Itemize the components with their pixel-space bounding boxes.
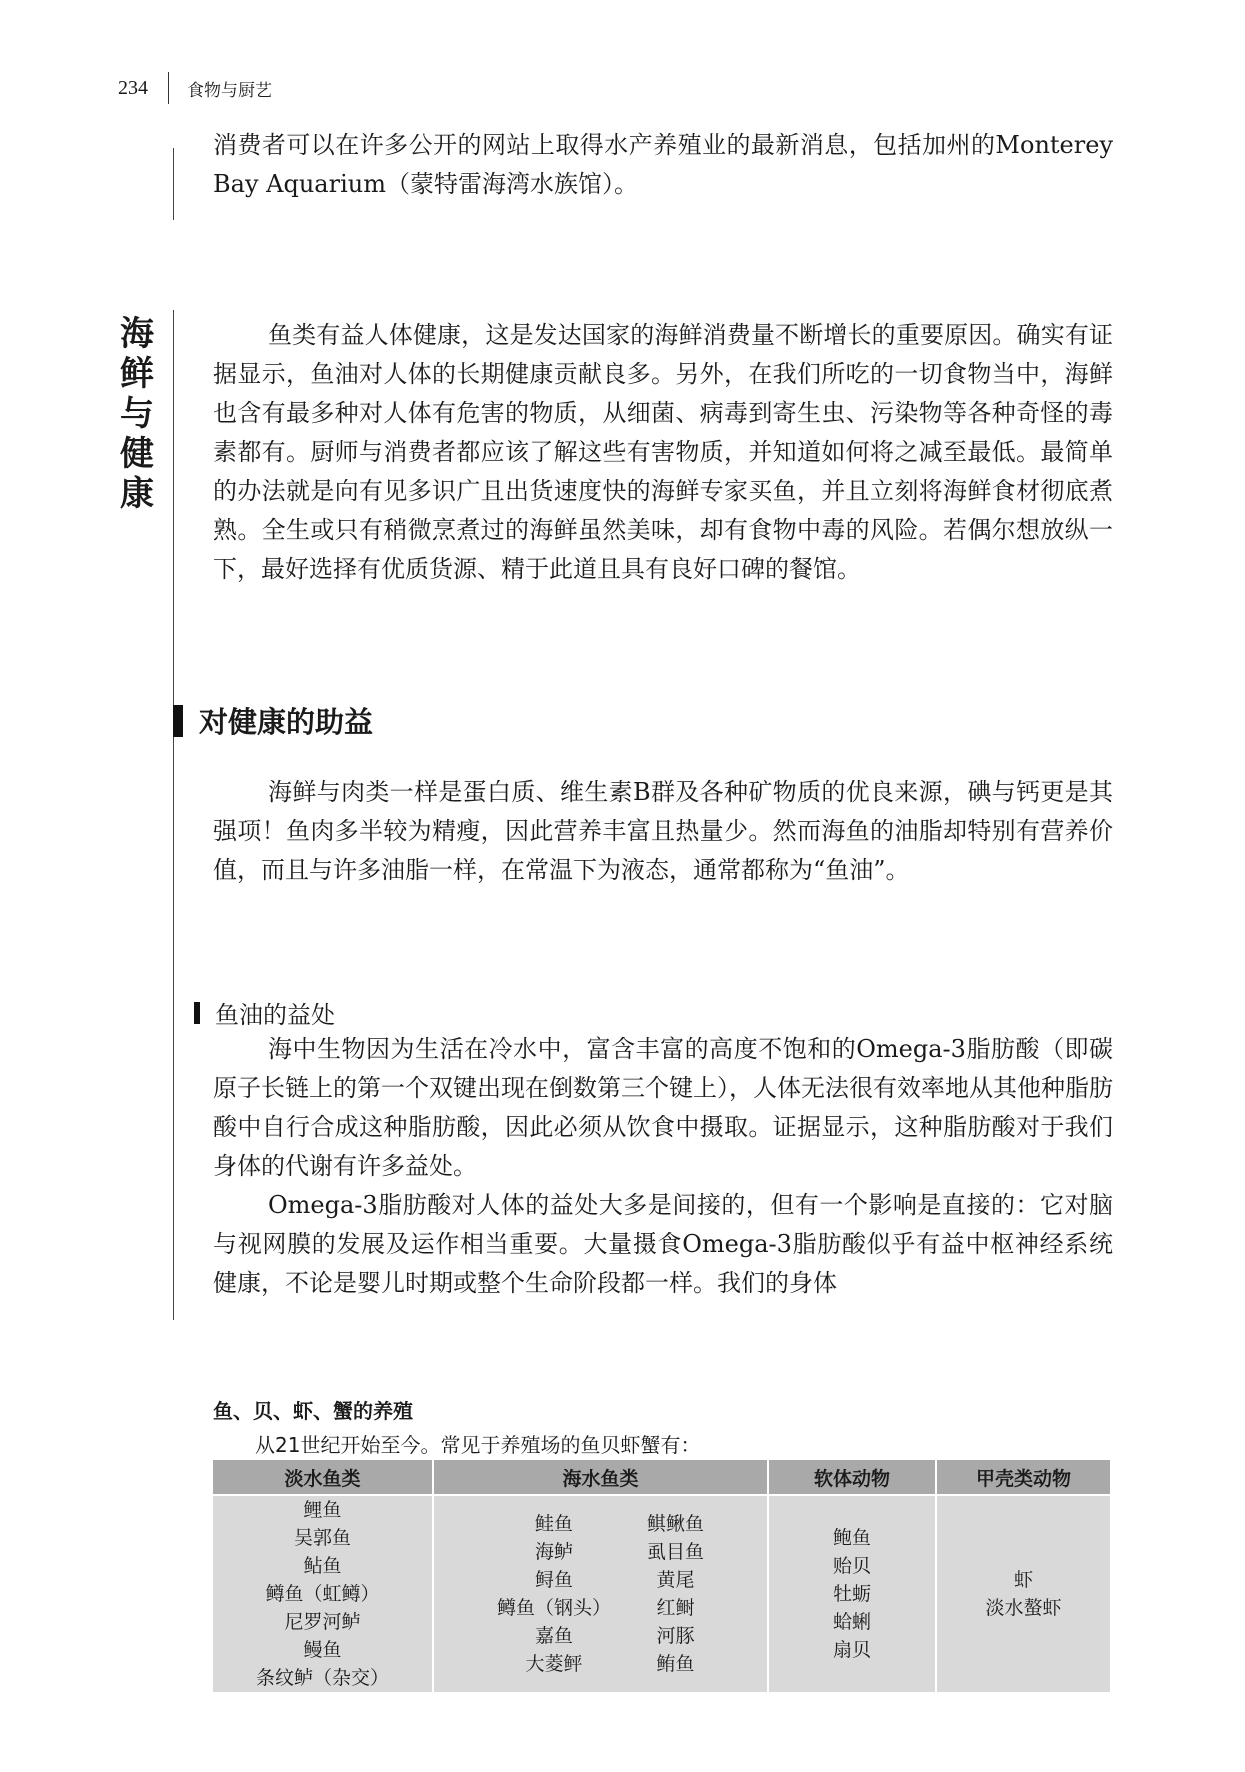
header-mollusks: 软体动物 [768,1460,936,1495]
fish-oil-heading [194,995,335,1030]
section-title-char: 与 [120,394,154,434]
saltwater-right-column [647,1510,704,1678]
header-freshwater: 淡水鱼类 [213,1460,433,1495]
list-item: 鳟鱼（虹鳟） [265,1583,380,1605]
list-item: 条纹鲈（杂交） [255,1667,389,1689]
section-side-title [117,314,157,514]
list-item: 贻贝 [832,1555,871,1577]
list-item: 黄尾 [656,1569,695,1591]
saltwater-columns [434,1510,767,1678]
margin-rule-main [173,310,174,1320]
list-item: 鲍鱼 [832,1527,871,1549]
list-item: 鲇鱼 [303,1555,342,1577]
section-paragraph: 鱼类有益人体健康，这是发达国家的海鲜消费量不断增长的重要原因。确实有证据显示，鱼油对人体的长期健康贡献良多。另外，在我们所吃的一切食物当中，海鲜也含有最多种对人体有危害的物质，从细菌、病毒到寄生虫、污染物等各种奇怪的毒素都有。厨师与消费者都应该了解这些有害物质，并知道如何将之减至最低。最简单的办法就是向有见多识广且出货速度快的海鲜专家买鱼，并且立刻将海鲜食材彻底煮熟。全生或只有稍微烹煮过的海鲜虽然美味，却有食物中毒的风险。若偶尔想放纵一下，最好选择有优质货源、精于此道且具有良好口碑的餐馆。 [213,321,1113,583]
table-row [213,1495,1110,1692]
fish-oil-paragraph-1: 海中生物因为生活在冷水中，富含丰富的高度不饱和的Omega-3脂肪酸（即碳原子长链上的第一个双键出现在倒数第三个键上），人体无法很有效率地从其他种脂肪酸中自行合成这种脂肪酸，因此必须从饮食中摄取。证据显示，这种脂肪酸对于我们身体的代谢有许多益处。 [213,1035,1113,1180]
header-divider [168,72,169,104]
list-item: 鲤鱼 [303,1499,342,1521]
saltwater-cell [433,1495,768,1692]
header-crustaceans: 甲壳类动物 [936,1460,1110,1495]
section-title-char: 海 [120,314,154,354]
intro-paragraph: 消费者可以在许多公开的网站上取得水产养殖业的最新消息，包括加州的Monterey Bay Aquarium（蒙特雷海湾水族馆）。 [213,131,1113,198]
subsection-title: 对健康的助益 [199,705,374,739]
subsection-heading [173,700,373,741]
heading-bar [194,1002,200,1024]
list-item: 鲑鱼 [534,1513,573,1535]
section-title-char: 鲜 [120,354,154,394]
aquaculture-subtitle: 从21世纪开始至今。常见于养殖场的鱼贝虾蟹有： [255,1433,701,1457]
section-title-char: 健 [120,434,154,474]
aquaculture-table [213,1460,1110,1692]
subsection-paragraph: 海鲜与肉类一样是蛋白质、维生素B群及各种矿物质的优良来源，碘与钙更是其强项！鱼肉多半较为精瘦，因此营养丰富且热量少。然而海鱼的油脂却特别有营养价值，而且与许多油脂一样，在常温下为液态，通常都称为“鱼油”。 [213,778,1113,884]
list-item: 尼罗河鲈 [284,1611,361,1633]
list-item: 嘉鱼 [534,1625,573,1647]
aquaculture-title: 鱼、贝、虾、蟹的养殖 [213,1399,413,1423]
list-item: 牡蛎 [832,1583,871,1605]
list-item: 鲯鳅鱼 [647,1513,705,1535]
running-title: 食物与厨艺 [187,80,272,101]
list-item: 鳟鱼（钢头） [496,1597,611,1619]
intro-block [213,126,1113,204]
header-saltwater: 海水鱼类 [433,1460,768,1495]
list-item: 鲔鱼 [656,1653,695,1675]
page-header [118,70,272,106]
list-item: 虱目鱼 [647,1541,705,1563]
subsection-body [213,773,1113,890]
list-item: 扇贝 [832,1639,871,1661]
section-body [213,316,1113,589]
margin-rule-top [173,148,174,220]
freshwater-cell [213,1495,433,1692]
list-item: 红鲥 [656,1597,695,1619]
list-item: 吴郭鱼 [293,1527,351,1549]
heading-bar [173,705,183,737]
saltwater-left-column [497,1510,611,1678]
fish-oil-paragraph-2: Omega-3脂肪酸对人体的益处大多是间接的，但有一个影响是直接的：它对脑与视网膜的发展及运作相当重要。大量摄食Omega-3脂肪酸似乎有益中枢神经系统健康，不论是婴儿时期或整个生命阶段都一样。我们的身体 [213,1191,1113,1297]
list-item: 河豚 [656,1625,695,1647]
list-item: 海鲈 [534,1541,573,1563]
list-item: 鲟鱼 [534,1569,573,1591]
table-header-row [213,1460,1110,1495]
page-number: 234 [118,76,148,99]
list-item: 淡水螯虾 [985,1597,1062,1619]
fish-oil-body [213,1030,1113,1303]
list-item: 虾 [1013,1569,1033,1591]
section-title-char: 康 [120,474,154,514]
list-item: 大菱鲆 [525,1653,583,1675]
list-item: 鳗鱼 [303,1639,342,1661]
fish-oil-title: 鱼油的益处 [215,1001,335,1029]
crustaceans-cell [936,1495,1110,1692]
list-item: 蛤蜊 [832,1611,871,1633]
mollusks-cell [768,1495,936,1692]
